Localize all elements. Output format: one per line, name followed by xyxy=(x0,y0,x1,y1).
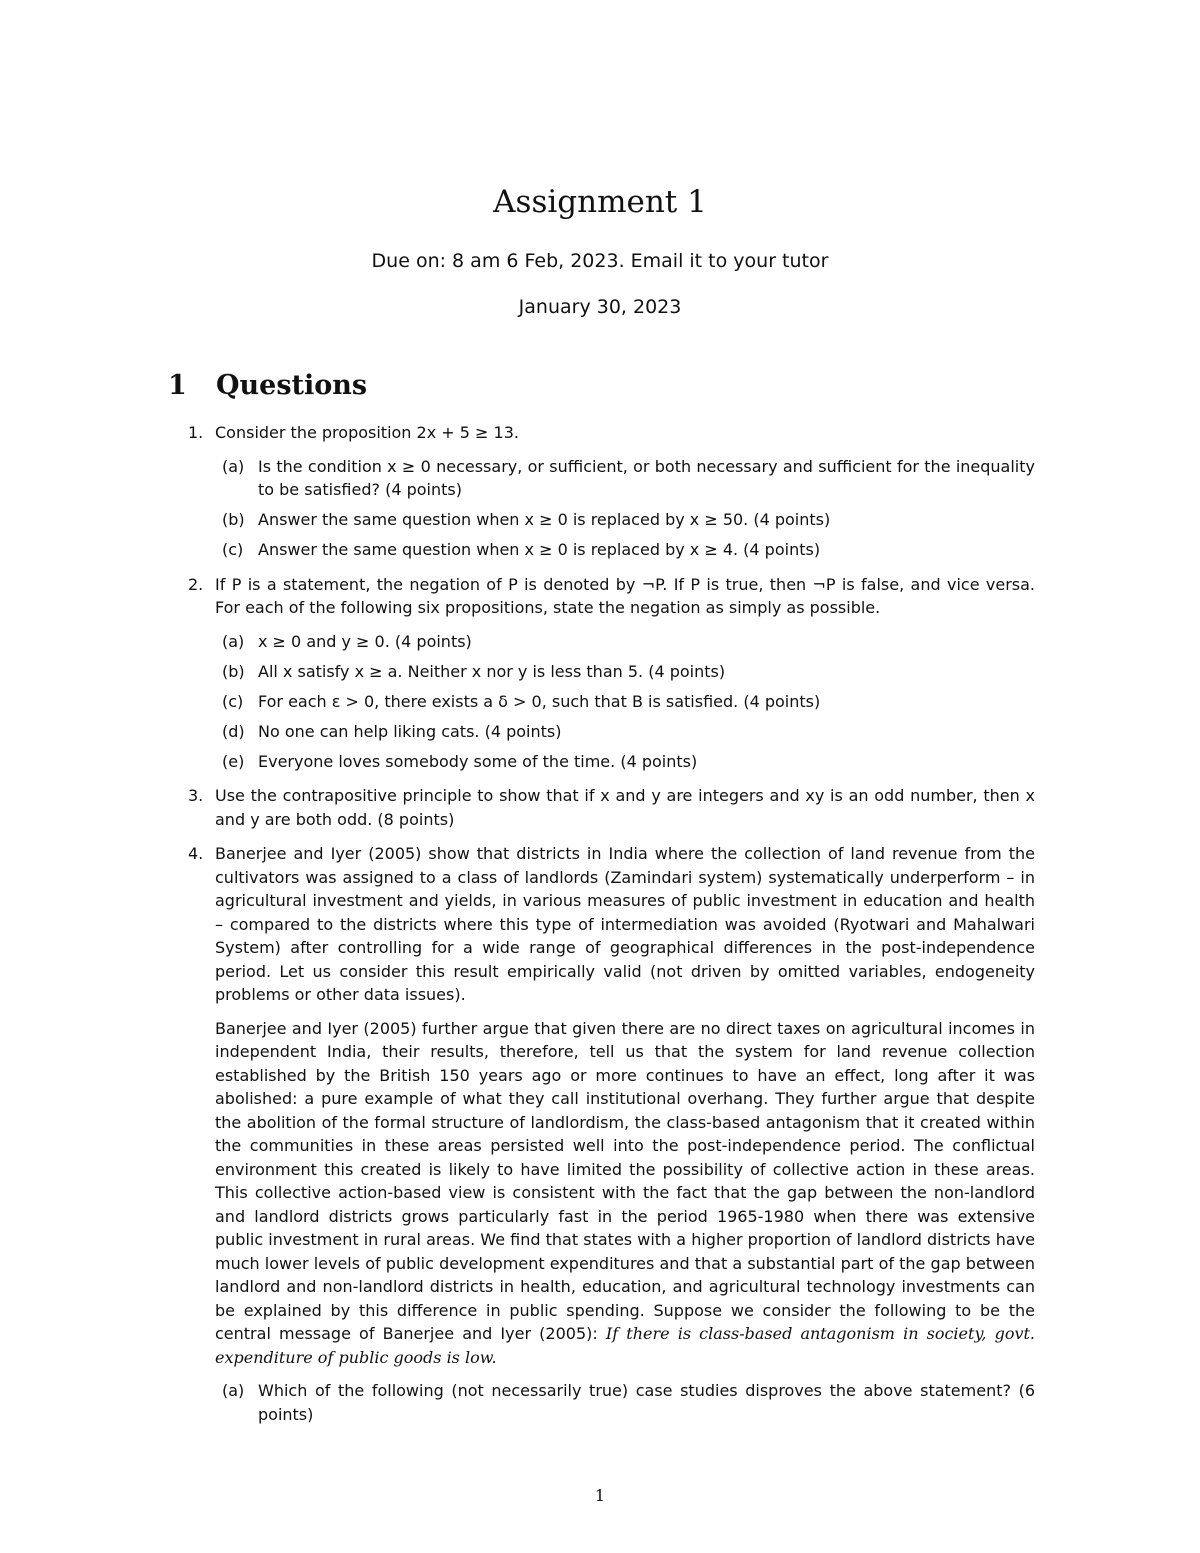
question-text: Consider the proposition 2x + 5 ≥ 13. xyxy=(215,423,519,442)
subquestion-4a xyxy=(215,1379,1035,1426)
question-1 xyxy=(180,421,1035,562)
subquestion-text: No one can help liking cats. (4 points) xyxy=(258,721,562,741)
subquestion-list xyxy=(215,455,1035,562)
subquestion-1b xyxy=(215,508,1035,532)
question-paragraph-2 xyxy=(215,1017,1035,1370)
section-heading xyxy=(168,370,367,401)
subquestion-2b xyxy=(215,660,1035,684)
subquestion-list xyxy=(215,1379,1035,1426)
question-paragraph-1: Banerjee and Iyer (2005) show that districts in India where the collection of land revenue from the cultivators was assigned to a class of landlords (Zamindari system) systematically underperform – in agricultural investment and yields, in various measures of public investment in education and health – compared to the districts where this type of intermediation was avoided (Ryotwari and Mahalwari System) after controlling for a wide range of geographical differences in the post-independence period. Let us consider this result empirically valid (not driven by omitted variables, endogeneity problems or other data issues). xyxy=(215,844,1035,1004)
subquestion-2c xyxy=(215,690,1035,714)
subquestion-label: (e) xyxy=(222,751,245,771)
question-4 xyxy=(180,842,1035,1426)
subquestion-text: Which of the following (not necessarily true) case studies disproves the above statement? (6 points) xyxy=(258,1381,1035,1424)
question-number: 3. xyxy=(188,786,204,805)
question-number: 2. xyxy=(188,574,204,594)
subquestion-text: Everyone loves somebody some of the time. (4 points) xyxy=(258,751,698,771)
subquestion-label: (d) xyxy=(222,721,245,741)
section-title: Questions xyxy=(216,370,368,401)
question-list xyxy=(180,421,1035,1437)
subquestion-label: (a) xyxy=(222,631,245,651)
section-number: 1 xyxy=(168,370,187,401)
subquestion-label: (a) xyxy=(222,456,245,476)
subquestion-2e xyxy=(215,750,1035,774)
subquestion-label: (b) xyxy=(222,661,245,681)
subquestion-label: (a) xyxy=(222,1381,245,1400)
subquestion-text: Is the condition x ≥ 0 necessary, or sufficient, or both necessary and sufficient for the inequality to be satisfied? (4 points) xyxy=(258,456,1035,499)
due-line: Due on: 8 am 6 Feb, 2023. Email it to your tutor xyxy=(371,250,829,272)
subquestion-list xyxy=(215,630,1035,774)
page-number: 1 xyxy=(594,1486,606,1505)
question-number: 4. xyxy=(188,844,204,863)
subquestion-2a xyxy=(215,630,1035,654)
subquestion-text: For each ε > 0, there exists a δ > 0, such that B is satisfied. (4 points) xyxy=(258,691,821,711)
subquestion-text: x ≥ 0 and y ≥ 0. (4 points) xyxy=(258,631,472,651)
question-number: 1. xyxy=(188,423,204,442)
question-text: Use the contrapositive principle to show that if x and y are integers and xy is an odd number, then x and y are both odd. (8 points) xyxy=(215,786,1035,829)
central-message: If there is class-based antagonism in society, govt. expenditure of public goods is low. xyxy=(215,1324,1036,1367)
document-date: January 30, 2023 xyxy=(518,296,682,318)
subquestion-1c xyxy=(215,538,1035,562)
question-2 xyxy=(180,573,1035,774)
subquestion-label: (b) xyxy=(222,510,245,529)
subquestion-label: (c) xyxy=(222,691,244,711)
subquestion-2d xyxy=(215,720,1035,744)
document-title: Assignment 1 xyxy=(493,184,707,220)
subquestion-text: Answer the same question when x ≥ 0 is replaced by x ≥ 50. (4 points) xyxy=(258,510,831,529)
question-text: If P is a statement, the negation of P is denoted by ¬P. If P is true, then ¬P is false, and vice versa. For each of the following six propositions, state the negation as simply as possible. xyxy=(215,574,1035,617)
subquestion-label: (c) xyxy=(222,540,244,559)
question-3 xyxy=(180,784,1035,831)
subquestion-1a xyxy=(215,455,1035,502)
subquestion-text: All x satisfy x ≥ a. Neither x nor y is less than 5. (4 points) xyxy=(258,661,726,681)
paragraph-text: Banerjee and Iyer (2005) further argue that given there are no direct taxes on agricultural incomes in independent India, their results, therefore, tell us that the system for land revenue collection established by the British 150 years ago or more continues to have an effect, long after it was abolished: a pure example of what they call institutional overhang. They further argue that despite the abolition of the formal structure of landlordism, the class-based antagonism that it created within the communities in these areas persisted well into the post-independence period. The conflictual environment this created is likely to have limited the possibility of collective action in these areas. This collective action-based view is consistent with the fact that the gap between the non-landlord and landlord districts grows particularly fast in the period 1965-1980 when there was extensive public investment in rural areas. We find that states with a higher proportion of landlord districts have much lower levels of public development expenditures and that a substantial part of the gap between landlord and non-landlord districts in health, education, and agricultural technology investments can be explained by this difference in public spending. Suppose we consider the following to be the central message of Banerjee and Iyer (2005): xyxy=(215,1018,1035,1343)
subquestion-text: Answer the same question when x ≥ 0 is replaced by x ≥ 4. (4 points) xyxy=(258,540,821,559)
